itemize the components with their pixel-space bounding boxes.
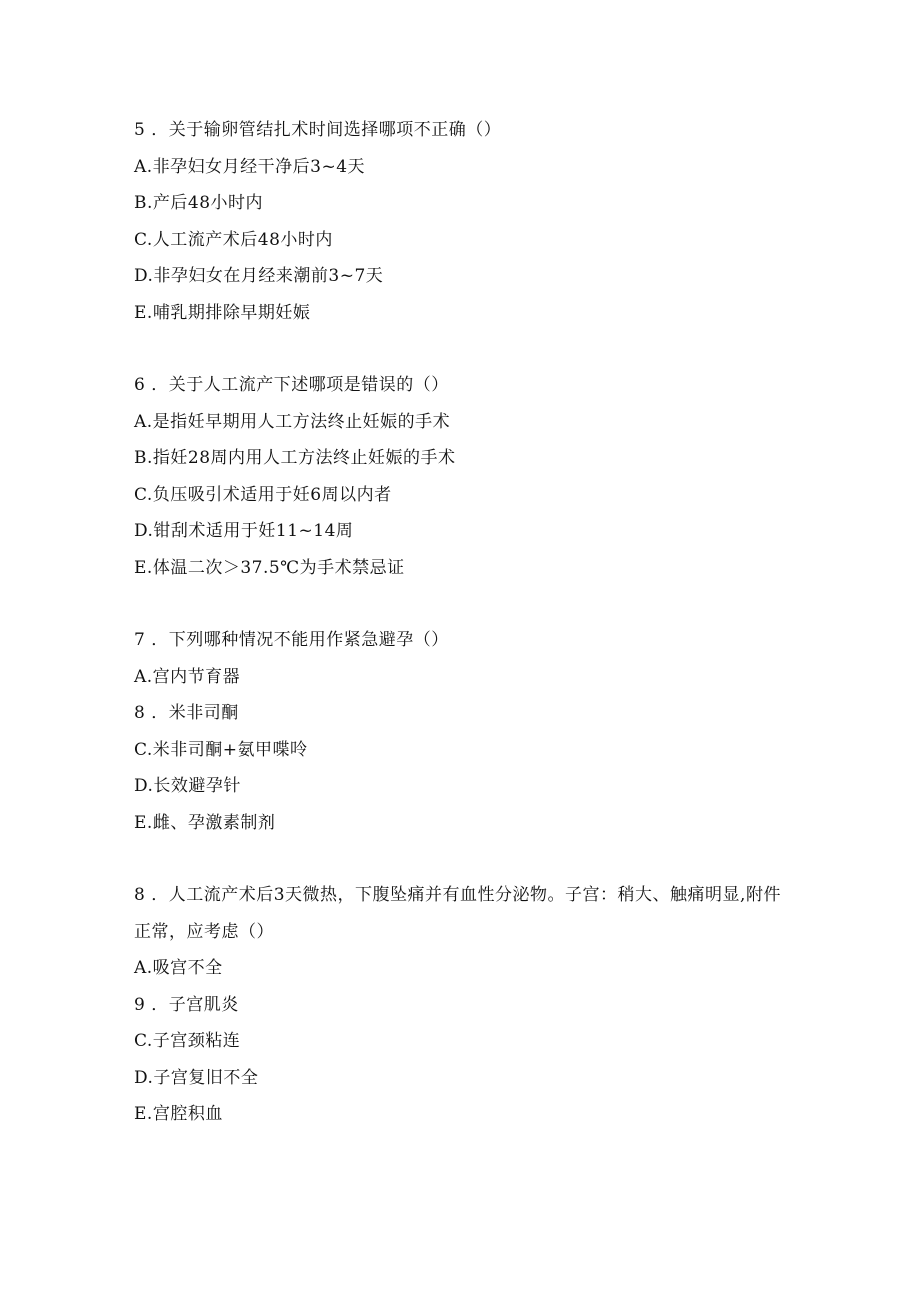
question-stem: 6 ．关于人工流产下述哪项是错误的（） — [134, 375, 449, 395]
option-a: A.宫内节育器 — [134, 666, 241, 687]
question-8 — [134, 877, 794, 1133]
question-7 — [134, 622, 794, 841]
option-d: D.钳刮术适用于妊11~14周 — [134, 521, 354, 541]
question-stem: 7 ．下列哪种情况不能用作紧急避孕（） — [134, 630, 449, 650]
option-a: A.非孕妇女月经干净后3~4天 — [134, 156, 366, 177]
option-d: D.长效避孕针 — [134, 776, 241, 796]
question-5 — [134, 112, 794, 331]
option-e: E.雌、孕激素制剂 — [134, 812, 276, 833]
spacer — [134, 841, 794, 877]
option-b: B.产后48小时内 — [134, 193, 264, 213]
question-6 — [134, 367, 794, 586]
question-stem: 5 ．关于输卵管结扎术时间选择哪项不正确（） — [134, 120, 502, 140]
option-c: C.人工流产术后48小时内 — [134, 229, 333, 250]
spacer — [134, 586, 794, 622]
spacer — [134, 331, 794, 367]
document-page — [134, 112, 794, 1133]
option-e: E.体温二次＞37.5℃为手术禁忌证 — [134, 557, 405, 578]
option-b: 8 ．米非司酮 — [134, 703, 239, 723]
option-a: A.吸宫不全 — [134, 958, 223, 978]
option-b: B.指妊28周内用人工方法终止妊娠的手术 — [134, 448, 456, 468]
option-e: E.宫腔积血 — [134, 1104, 223, 1124]
option-b: 9 ．子宫肌炎 — [134, 994, 239, 1015]
option-d: D.非孕妇女在月经来潮前3~7天 — [134, 266, 384, 286]
option-c: C.子宫颈粘连 — [134, 1031, 241, 1051]
option-d: D.子宫复旧不全 — [134, 1067, 259, 1088]
option-a: A.是指妊早期用人工方法终止妊娠的手术 — [134, 411, 451, 432]
option-c: C.米非司酮+氨甲喋呤 — [134, 739, 308, 760]
option-e: E.哺乳期排除早期妊娠 — [134, 302, 311, 323]
question-stem: 8 ．人工流产术后3天微热，下腹坠痛并有血性分泌物。子宫：稍大、触痛明显,附件正常，应考虑（） — [134, 885, 781, 942]
option-c: C.负压吸引术适用于妊6周以内者 — [134, 484, 392, 505]
